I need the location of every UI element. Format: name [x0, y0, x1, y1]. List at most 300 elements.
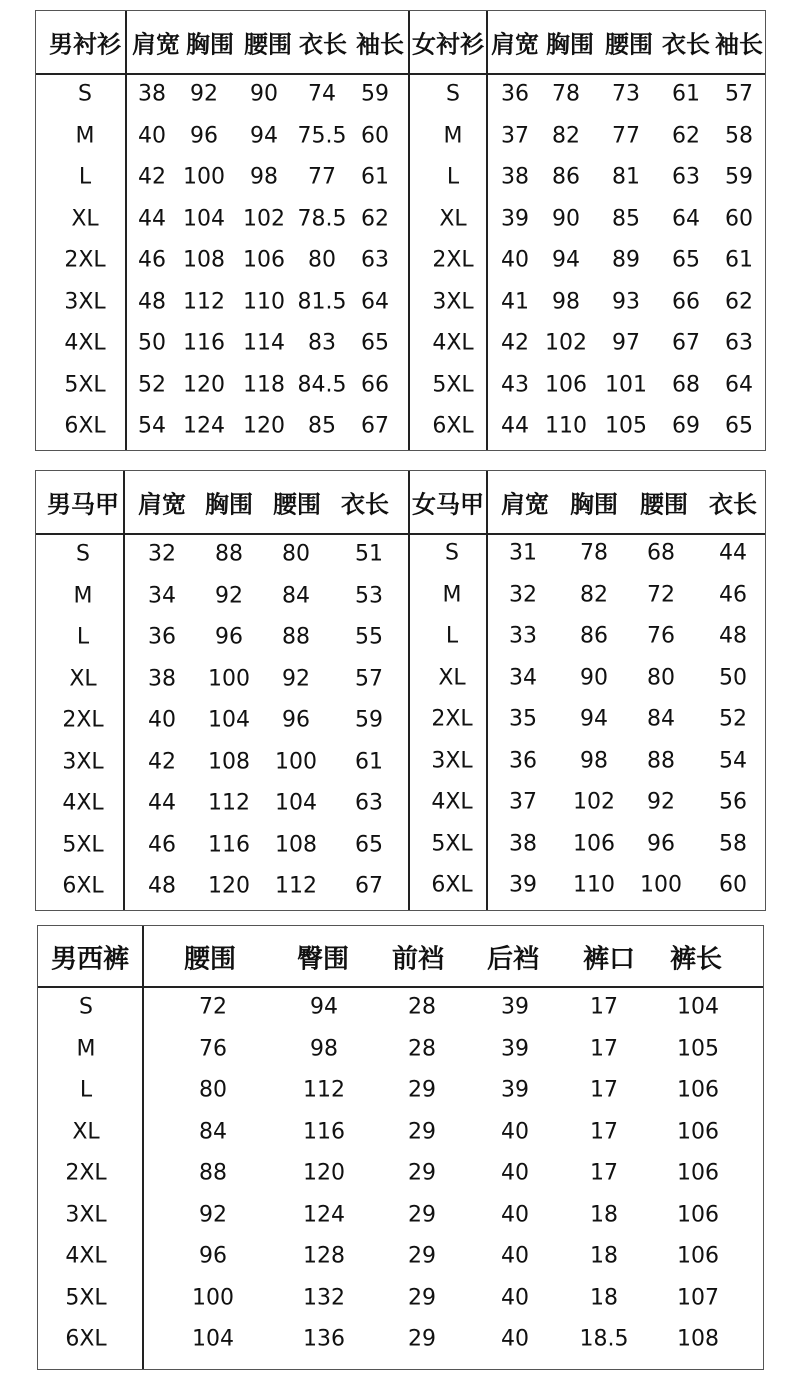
- size-value: 88: [647, 748, 675, 773]
- size-value: 96: [282, 707, 310, 733]
- column-header: 胸围: [205, 490, 253, 519]
- size-value: 61: [355, 749, 383, 774]
- size-value: 17: [590, 994, 618, 1020]
- size-value: 76: [199, 1036, 227, 1061]
- size-value: 84: [647, 706, 675, 732]
- column-header: 袖长: [715, 30, 763, 59]
- size-value: 85: [308, 413, 336, 439]
- size-value: 61: [725, 247, 753, 273]
- size-value: 29: [408, 1119, 436, 1144]
- size-value: 63: [725, 330, 753, 356]
- size-value: 59: [725, 164, 753, 190]
- size-value: 55: [355, 624, 383, 650]
- women-vest-title: 女马甲: [412, 490, 484, 519]
- size-label: 5XL: [62, 832, 104, 857]
- size-value: 44: [138, 206, 166, 231]
- size-value: 29: [408, 1285, 436, 1310]
- size-value: 38: [148, 666, 176, 691]
- size-value: 106: [677, 1160, 719, 1186]
- size-value: 44: [501, 413, 529, 439]
- size-value: 78.5: [297, 206, 347, 231]
- size-value: 42: [148, 749, 176, 774]
- size-value: 31: [509, 540, 537, 566]
- size-value: 77: [308, 164, 336, 190]
- size-value: 86: [552, 164, 580, 190]
- size-value: 29: [408, 1243, 436, 1269]
- size-value: 60: [719, 872, 747, 898]
- size-value: 112: [208, 790, 250, 816]
- size-value: 124: [303, 1202, 345, 1227]
- size-value: 106: [545, 372, 587, 397]
- size-value: 32: [148, 541, 176, 567]
- size-value: 94: [580, 706, 608, 732]
- size-value: 63: [355, 790, 383, 816]
- column-divider: [486, 471, 488, 910]
- size-value: 40: [501, 1160, 529, 1186]
- size-value: 96: [215, 624, 243, 650]
- size-value: 90: [552, 206, 580, 231]
- size-value: 64: [672, 206, 700, 231]
- size-value: 100: [208, 666, 250, 691]
- size-value: 29: [408, 1202, 436, 1227]
- column-header: 腰围: [640, 490, 688, 519]
- column-divider: [125, 11, 127, 450]
- size-value: 88: [282, 624, 310, 650]
- size-value: 18: [590, 1243, 618, 1269]
- size-value: 40: [501, 1119, 529, 1144]
- size-value: 59: [361, 81, 389, 107]
- size-value: 50: [138, 330, 166, 356]
- size-value: 46: [148, 832, 176, 857]
- size-value: 66: [361, 372, 389, 397]
- size-value: 66: [672, 289, 700, 314]
- size-value: 112: [303, 1077, 345, 1103]
- size-value: 106: [243, 247, 285, 273]
- size-value: 38: [138, 81, 166, 107]
- size-value: 58: [719, 831, 747, 856]
- size-value: 38: [501, 164, 529, 190]
- size-value: 83: [308, 330, 336, 356]
- size-value: 84.5: [297, 372, 347, 397]
- size-value: 17: [590, 1160, 618, 1186]
- size-value: 17: [590, 1119, 618, 1144]
- size-label: 6XL: [431, 872, 473, 898]
- size-value: 35: [509, 706, 537, 732]
- column-header: 胸围: [570, 490, 618, 519]
- size-value: 44: [148, 790, 176, 816]
- size-label: L: [76, 624, 90, 650]
- size-value: 62: [672, 123, 700, 148]
- size-value: 68: [672, 372, 700, 397]
- size-value: 104: [192, 1326, 234, 1352]
- size-value: 37: [509, 789, 537, 815]
- size-value: 100: [183, 164, 225, 190]
- size-value: 39: [501, 994, 529, 1020]
- size-value: 81: [612, 164, 640, 190]
- size-value: 108: [208, 749, 250, 774]
- size-value: 29: [408, 1160, 436, 1186]
- size-value: 106: [573, 831, 615, 856]
- size-value: 28: [408, 994, 436, 1020]
- size-value: 84: [282, 583, 310, 608]
- column-header: 袖长: [356, 30, 404, 59]
- size-value: 96: [647, 831, 675, 856]
- size-value: 106: [677, 1119, 719, 1144]
- size-value: 105: [677, 1036, 719, 1061]
- size-value: 106: [677, 1243, 719, 1269]
- size-value: 90: [250, 81, 278, 107]
- column-divider: [408, 471, 410, 910]
- size-value: 17: [590, 1077, 618, 1103]
- size-value: 29: [408, 1326, 436, 1352]
- column-header: 腰围: [183, 944, 237, 975]
- size-value: 96: [199, 1243, 227, 1269]
- size-value: 46: [719, 582, 747, 607]
- size-value: 92: [647, 789, 675, 815]
- header-divider: [36, 533, 765, 535]
- size-value: 48: [148, 873, 176, 899]
- size-label: S: [79, 994, 93, 1020]
- size-label: 4XL: [431, 789, 473, 815]
- size-value: 94: [310, 994, 338, 1020]
- size-value: 104: [677, 994, 719, 1020]
- header-divider: [38, 986, 763, 988]
- size-value: 98: [580, 748, 608, 773]
- size-label: 5XL: [432, 372, 474, 397]
- size-value: 92: [215, 583, 243, 608]
- size-value: 62: [725, 289, 753, 314]
- size-value: 54: [138, 413, 166, 439]
- size-value: 39: [501, 1077, 529, 1103]
- size-label: 3XL: [65, 1202, 107, 1227]
- size-label: S: [76, 541, 90, 567]
- size-value: 40: [501, 1243, 529, 1269]
- size-value: 60: [725, 206, 753, 231]
- size-value: 48: [719, 623, 747, 649]
- size-value: 98: [310, 1036, 338, 1061]
- size-label: 2XL: [62, 707, 104, 733]
- column-divider: [408, 11, 410, 450]
- size-value: 61: [672, 81, 700, 107]
- size-value: 98: [250, 164, 278, 190]
- size-value: 34: [509, 665, 537, 690]
- size-value: 77: [612, 123, 640, 148]
- size-label: 4XL: [65, 1243, 107, 1269]
- size-value: 73: [612, 81, 640, 107]
- size-value: 97: [612, 330, 640, 356]
- size-value: 40: [501, 247, 529, 273]
- size-value: 48: [138, 289, 166, 314]
- size-label: 2XL: [64, 247, 106, 273]
- column-header: 肩宽: [132, 30, 180, 59]
- size-value: 102: [243, 206, 285, 231]
- size-label: 4XL: [432, 330, 474, 356]
- size-value: 18: [590, 1202, 618, 1227]
- size-label: L: [78, 164, 92, 190]
- size-label: M: [76, 1036, 96, 1061]
- size-value: 107: [677, 1285, 719, 1310]
- size-label: L: [445, 623, 459, 649]
- size-value: 67: [355, 873, 383, 899]
- size-label: S: [446, 81, 460, 107]
- size-label: S: [445, 540, 459, 566]
- size-value: 118: [243, 372, 285, 397]
- size-label: 3XL: [64, 289, 106, 314]
- size-label: L: [79, 1077, 93, 1103]
- size-value: 88: [215, 541, 243, 567]
- size-value: 41: [501, 289, 529, 314]
- column-header: 臀围: [296, 944, 350, 975]
- size-value: 110: [243, 289, 285, 314]
- size-value: 18: [590, 1285, 618, 1310]
- column-header: 衣长: [662, 30, 710, 59]
- size-value: 42: [138, 164, 166, 190]
- men-shirt-title: 男衬衫: [49, 30, 121, 59]
- size-value: 78: [552, 81, 580, 107]
- size-label: 3XL: [431, 748, 473, 773]
- header-divider: [36, 73, 765, 75]
- size-value: 82: [552, 123, 580, 148]
- column-header: 衣长: [341, 490, 389, 519]
- column-header: 肩宽: [138, 490, 186, 519]
- size-label: 5XL: [65, 1285, 107, 1310]
- size-value: 120: [183, 372, 225, 397]
- size-value: 42: [501, 330, 529, 356]
- size-value: 86: [580, 623, 608, 649]
- size-value: 120: [208, 873, 250, 899]
- size-value: 33: [509, 623, 537, 649]
- size-value: 65: [355, 832, 383, 857]
- size-label: 6XL: [62, 873, 104, 899]
- column-header: 衣长: [709, 490, 757, 519]
- size-value: 63: [361, 247, 389, 273]
- size-value: 104: [208, 707, 250, 733]
- column-header: 裤长: [669, 944, 723, 975]
- size-value: 72: [199, 994, 227, 1020]
- size-value: 58: [725, 123, 753, 148]
- size-value: 93: [612, 289, 640, 314]
- size-value: 82: [580, 582, 608, 607]
- size-value: 128: [303, 1243, 345, 1269]
- size-value: 38: [509, 831, 537, 856]
- size-value: 104: [183, 206, 225, 231]
- vest-size-table: [35, 470, 766, 911]
- size-value: 100: [275, 749, 317, 774]
- size-value: 54: [719, 748, 747, 773]
- size-value: 69: [672, 413, 700, 439]
- size-label: M: [442, 582, 462, 607]
- size-value: 110: [545, 413, 587, 439]
- size-value: 67: [672, 330, 700, 356]
- size-value: 36: [509, 748, 537, 773]
- size-value: 60: [361, 123, 389, 148]
- size-value: 76: [647, 623, 675, 649]
- size-value: 102: [545, 330, 587, 356]
- size-label: 5XL: [64, 372, 106, 397]
- size-label: 2XL: [65, 1160, 107, 1186]
- size-value: 40: [148, 707, 176, 733]
- size-value: 44: [719, 540, 747, 566]
- size-label: XL: [438, 665, 466, 690]
- size-value: 112: [275, 873, 317, 899]
- size-label: M: [443, 123, 463, 148]
- size-value: 65: [725, 413, 753, 439]
- column-divider: [486, 11, 488, 450]
- size-value: 50: [719, 665, 747, 690]
- size-value: 36: [148, 624, 176, 650]
- size-value: 136: [303, 1326, 345, 1352]
- size-value: 40: [501, 1202, 529, 1227]
- size-value: 65: [361, 330, 389, 356]
- size-value: 43: [501, 372, 529, 397]
- size-label: 6XL: [64, 413, 106, 439]
- size-value: 94: [250, 123, 278, 148]
- size-label: XL: [71, 206, 99, 231]
- size-value: 92: [282, 666, 310, 691]
- size-value: 106: [677, 1077, 719, 1103]
- size-value: 51: [355, 541, 383, 567]
- size-value: 98: [552, 289, 580, 314]
- size-value: 53: [355, 583, 383, 608]
- size-value: 59: [355, 707, 383, 733]
- size-value: 80: [647, 665, 675, 690]
- size-value: 110: [573, 872, 615, 898]
- size-value: 40: [138, 123, 166, 148]
- size-value: 39: [509, 872, 537, 898]
- men-vest-title: 男马甲: [47, 490, 119, 519]
- size-label: 3XL: [62, 749, 104, 774]
- column-header: 前裆: [391, 944, 445, 975]
- size-value: 62: [361, 206, 389, 231]
- size-label: L: [446, 164, 460, 190]
- size-value: 32: [509, 582, 537, 607]
- size-value: 88: [199, 1160, 227, 1186]
- size-value: 75.5: [297, 123, 347, 148]
- size-value: 64: [361, 289, 389, 314]
- size-value: 57: [725, 81, 753, 107]
- size-value: 108: [677, 1326, 719, 1352]
- size-value: 108: [275, 832, 317, 857]
- size-value: 96: [190, 123, 218, 148]
- size-value: 92: [199, 1202, 227, 1227]
- size-label: S: [78, 81, 92, 107]
- size-value: 104: [275, 790, 317, 816]
- size-value: 92: [190, 81, 218, 107]
- size-value: 37: [501, 123, 529, 148]
- size-value: 120: [303, 1160, 345, 1186]
- size-value: 108: [183, 247, 225, 273]
- size-value: 114: [243, 330, 285, 356]
- size-value: 74: [308, 81, 336, 107]
- size-label: XL: [72, 1119, 100, 1144]
- size-label: XL: [69, 666, 97, 691]
- size-value: 84: [199, 1119, 227, 1144]
- size-value: 90: [580, 665, 608, 690]
- size-value: 116: [183, 330, 225, 356]
- size-value: 56: [719, 789, 747, 815]
- size-value: 63: [672, 164, 700, 190]
- women-shirt-title: 女衬衫: [412, 30, 484, 59]
- trousers-size-table: [37, 925, 764, 1370]
- column-divider: [123, 471, 125, 910]
- size-value: 61: [361, 164, 389, 190]
- size-value: 39: [501, 1036, 529, 1061]
- size-value: 132: [303, 1285, 345, 1310]
- column-header: 肩宽: [491, 30, 539, 59]
- size-label: XL: [439, 206, 467, 231]
- size-value: 100: [192, 1285, 234, 1310]
- trousers-title: 男西裤: [50, 944, 130, 975]
- size-value: 112: [183, 289, 225, 314]
- size-value: 85: [612, 206, 640, 231]
- size-value: 94: [552, 247, 580, 273]
- size-value: 17: [590, 1036, 618, 1061]
- size-value: 57: [355, 666, 383, 691]
- size-value: 120: [243, 413, 285, 439]
- size-value: 116: [208, 832, 250, 857]
- size-value: 29: [408, 1077, 436, 1103]
- column-header: 腰围: [605, 30, 653, 59]
- size-label: 2XL: [432, 247, 474, 273]
- size-value: 101: [605, 372, 647, 397]
- size-value: 52: [719, 706, 747, 732]
- size-value: 102: [573, 789, 615, 815]
- size-value: 34: [148, 583, 176, 608]
- size-value: 40: [501, 1285, 529, 1310]
- column-divider: [142, 926, 144, 1369]
- column-header: 胸围: [186, 30, 234, 59]
- size-value: 46: [138, 247, 166, 273]
- size-label: M: [73, 583, 93, 608]
- size-value: 67: [361, 413, 389, 439]
- shirt-size-table: [35, 10, 766, 451]
- size-label: 6XL: [432, 413, 474, 439]
- column-header: 后裆: [486, 944, 540, 975]
- size-value: 81.5: [297, 289, 347, 314]
- size-label: 4XL: [64, 330, 106, 356]
- size-value: 68: [647, 540, 675, 566]
- size-label: 3XL: [432, 289, 474, 314]
- column-header: 衣长: [299, 30, 347, 59]
- size-value: 28: [408, 1036, 436, 1061]
- size-value: 52: [138, 372, 166, 397]
- size-value: 80: [199, 1077, 227, 1103]
- column-header: 裤口: [582, 944, 636, 975]
- size-value: 89: [612, 247, 640, 273]
- size-label: 2XL: [431, 706, 473, 732]
- size-value: 80: [282, 541, 310, 567]
- size-value: 64: [725, 372, 753, 397]
- size-value: 80: [308, 247, 336, 273]
- size-value: 36: [501, 81, 529, 107]
- size-value: 18.5: [579, 1326, 629, 1352]
- column-header: 胸围: [546, 30, 594, 59]
- size-value: 100: [640, 872, 682, 898]
- column-header: 肩宽: [501, 490, 549, 519]
- column-header: 腰围: [273, 490, 321, 519]
- size-label: M: [75, 123, 95, 148]
- column-header: 腰围: [244, 30, 292, 59]
- size-label: 5XL: [431, 831, 473, 856]
- size-value: 72: [647, 582, 675, 607]
- size-value: 40: [501, 1326, 529, 1352]
- size-label: 6XL: [65, 1326, 107, 1352]
- size-label: 4XL: [62, 790, 104, 816]
- size-value: 105: [605, 413, 647, 439]
- size-value: 65: [672, 247, 700, 273]
- size-value: 106: [677, 1202, 719, 1227]
- size-value: 39: [501, 206, 529, 231]
